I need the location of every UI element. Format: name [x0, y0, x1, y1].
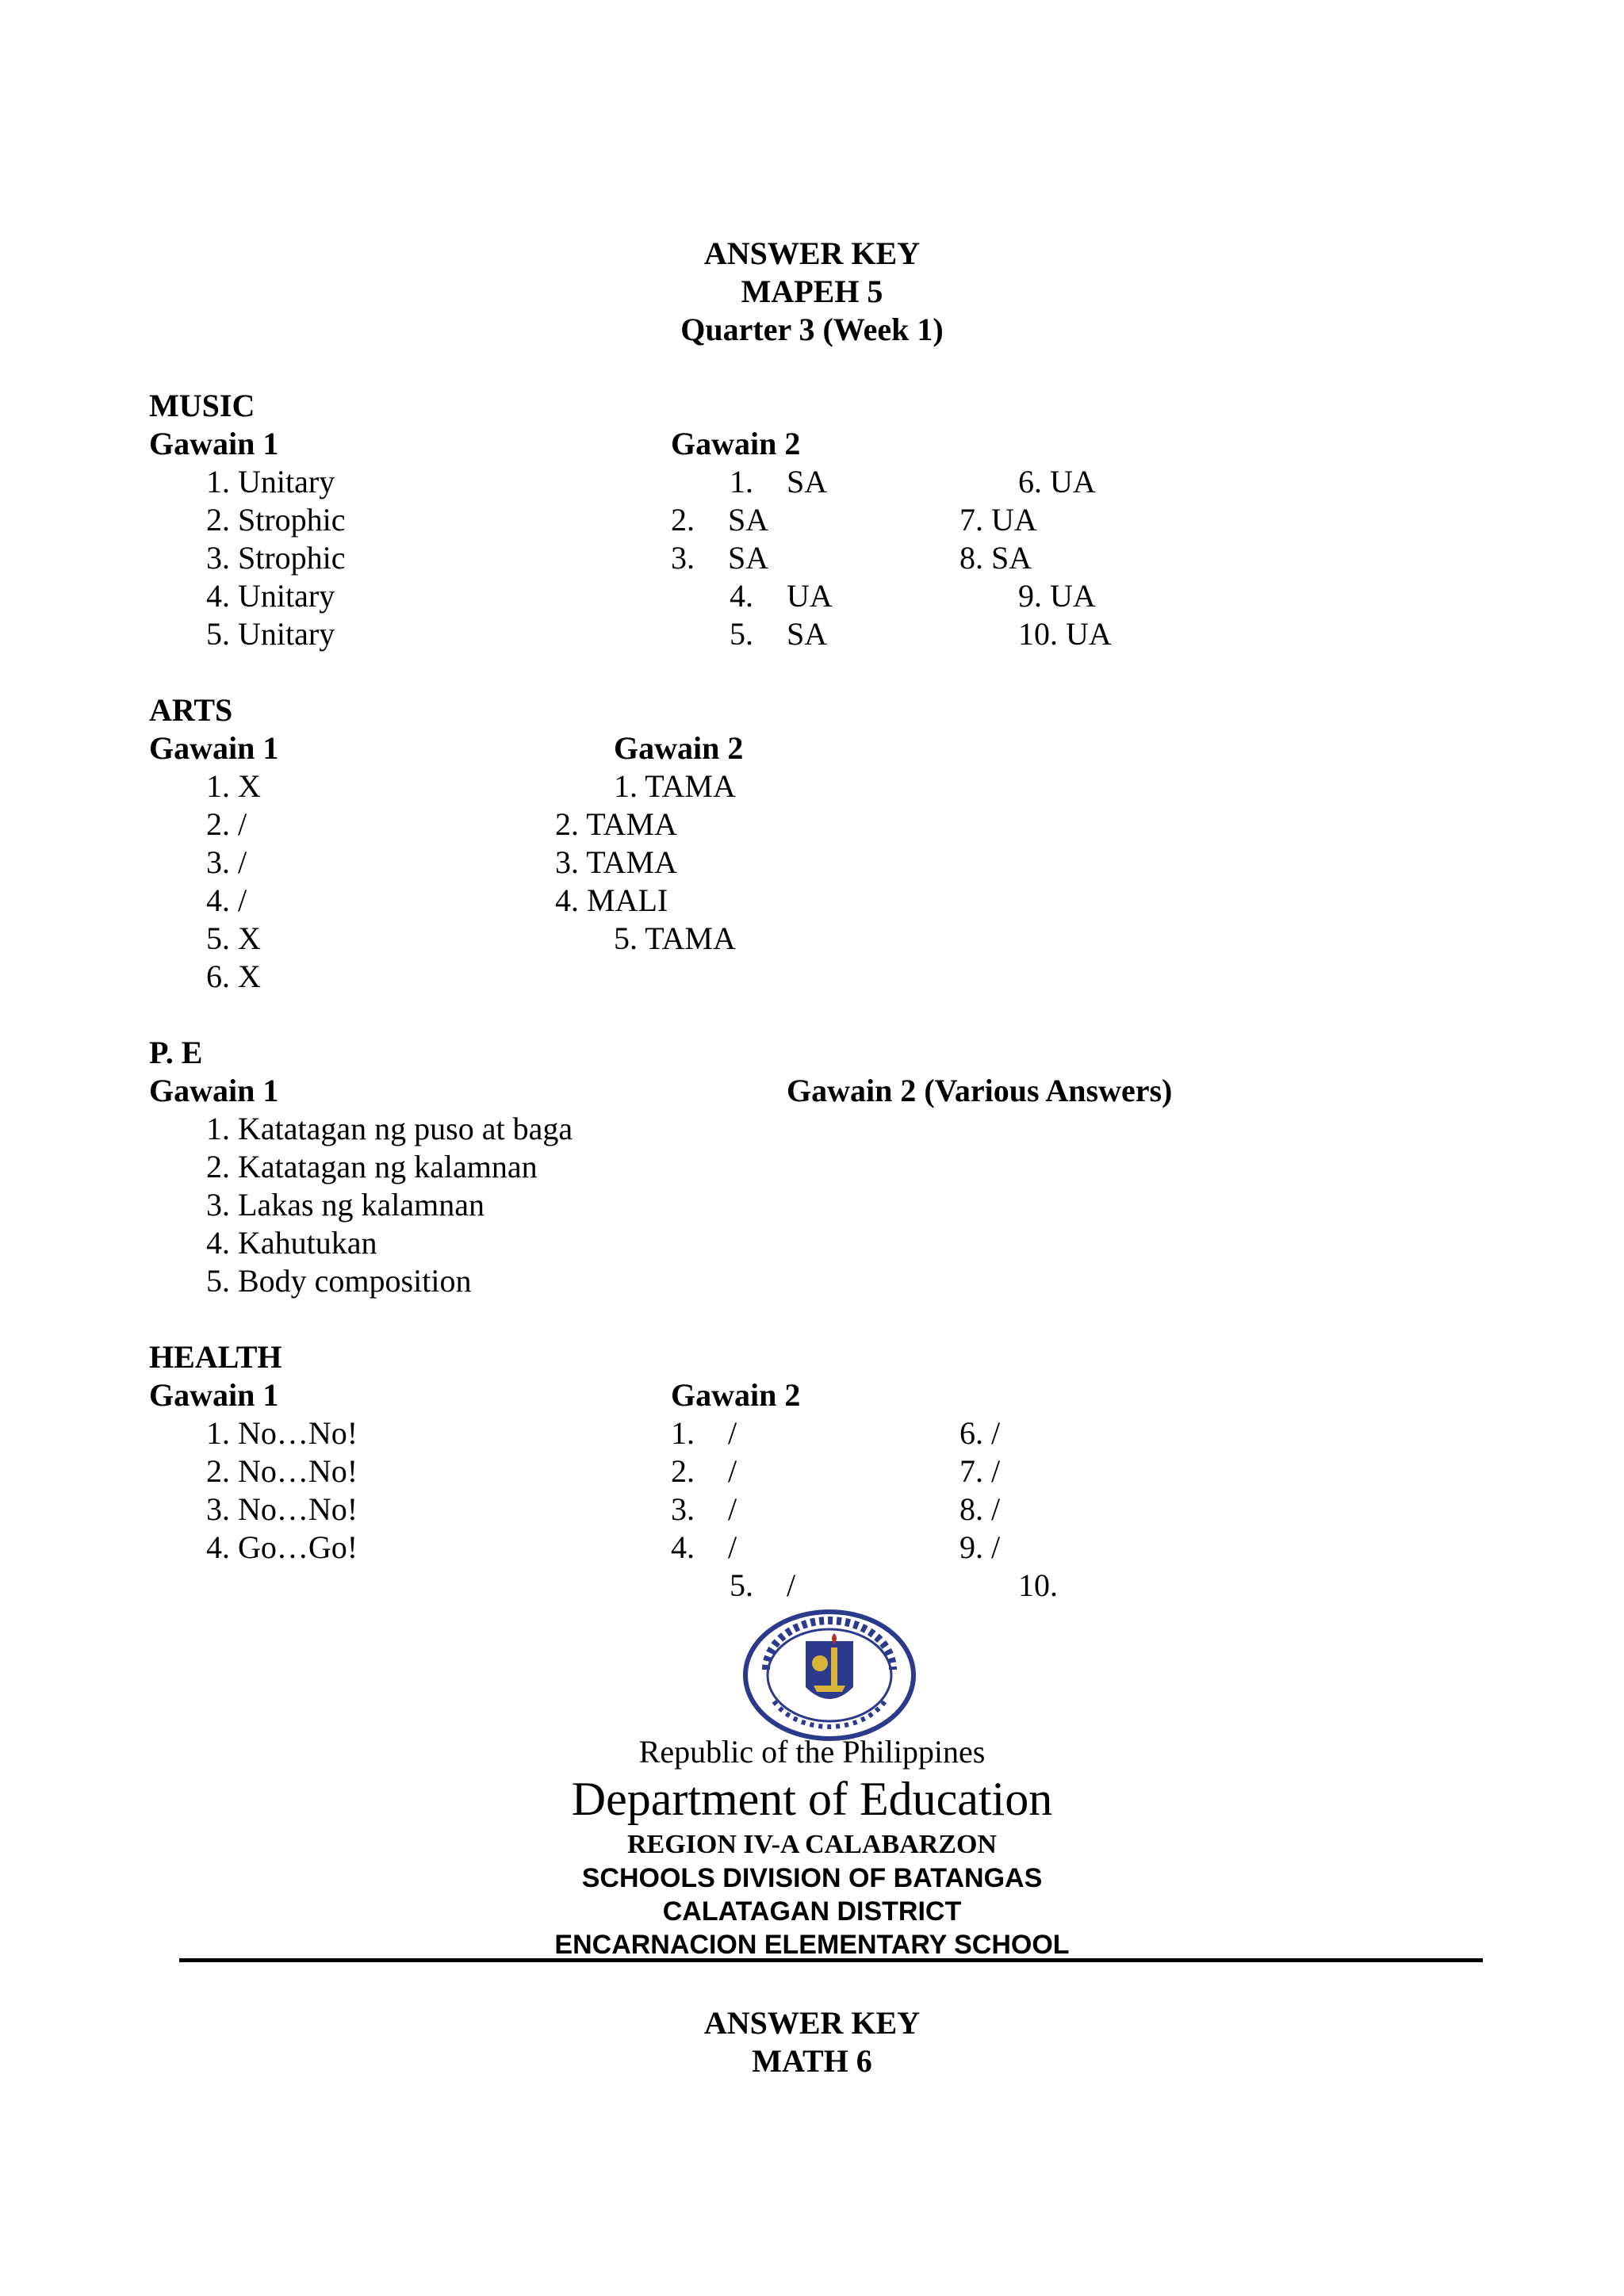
health-g1-item: 4. Go…Go!: [206, 1529, 358, 1565]
division-label: SCHOOLS DIVISION OF BATANGAS: [581, 1863, 1043, 1893]
arts-g2-item: 4. MALI: [555, 882, 668, 918]
health-g2-right: 7. /: [959, 1453, 1001, 1489]
music-g2-answer: SA: [787, 464, 828, 499]
arts-title: ARTS: [149, 692, 233, 728]
pe-title: P. E: [149, 1035, 203, 1070]
pe-gawain2-title: Gawain 2 (Various Answers): [787, 1073, 1173, 1108]
health-g1-item: 1. No…No!: [206, 1415, 358, 1451]
health-g2-number: 1.: [671, 1415, 695, 1451]
health-gawain1-title: Gawain 1: [149, 1377, 279, 1413]
music-gawain1-title: Gawain 1: [149, 426, 279, 461]
next-subject: MATH 6: [752, 2043, 872, 2079]
music-g2-right: 9. UA: [1018, 578, 1096, 614]
arts-g2-item: 5. TAMA: [614, 920, 736, 956]
health-g2-answer: /: [728, 1453, 737, 1489]
pe-gawain1-title: Gawain 1: [149, 1073, 279, 1108]
arts-g1-item: 3. /: [206, 844, 247, 880]
health-g2-number: 3.: [671, 1491, 695, 1527]
music-g1-item: 4. Unitary: [206, 578, 335, 614]
music-gawain2-title: Gawain 2: [671, 426, 801, 461]
health-g2-answer: /: [728, 1491, 737, 1527]
letterhead-divider: [179, 1958, 1483, 1962]
health-gawain2-title: Gawain 2: [671, 1377, 801, 1413]
music-g2-number: 3.: [671, 540, 695, 576]
republic-label: Republic of the Philippines: [638, 1734, 986, 1770]
health-g1-item: 3. No…No!: [206, 1491, 358, 1527]
arts-g1-item: 1. X: [206, 768, 261, 804]
music-g1-item: 1. Unitary: [206, 464, 335, 499]
region-label: REGION IV-A CALABARZON: [627, 1830, 997, 1859]
department-name: Department of Education: [571, 1773, 1053, 1825]
district-label: CALATAGAN DISTRICT: [662, 1896, 962, 1927]
pe-g1-item: 1. Katatagan ng puso at baga: [206, 1111, 573, 1146]
health-g2-right: 9. /: [959, 1529, 1001, 1565]
music-title: MUSIC: [149, 388, 255, 423]
music-g2-right: 7. UA: [959, 502, 1037, 538]
music-g2-answer: SA: [728, 540, 769, 576]
music-g1-item: 2. Strophic: [206, 502, 346, 538]
health-title: HEALTH: [149, 1339, 282, 1375]
next-answer-key-title: ANSWER KEY: [703, 2005, 921, 2041]
health-g2-number: 2.: [671, 1453, 695, 1489]
music-g2-right: 6. UA: [1018, 464, 1096, 499]
arts-g1-item: 2. /: [206, 806, 247, 842]
health-g2-right: 10.: [1018, 1567, 1058, 1603]
pe-g1-item: 5. Body composition: [206, 1263, 472, 1299]
arts-g2-item: 1. TAMA: [614, 768, 736, 804]
music-g2-answer: SA: [787, 616, 828, 652]
arts-g2-item: 3. TAMA: [555, 844, 677, 880]
pe-g1-item: 3. Lakas ng kalamnan: [206, 1187, 485, 1223]
health-g2-answer: /: [728, 1415, 737, 1451]
music-g2-right: 8. SA: [959, 540, 1032, 576]
arts-g2-item: 2. TAMA: [555, 806, 677, 842]
music-g2-right: 10. UA: [1018, 616, 1112, 652]
music-g2-answer: UA: [787, 578, 833, 614]
health-g1-item: 2. No…No!: [206, 1453, 358, 1489]
music-g2-number: 5.: [730, 616, 753, 652]
arts-g1-item: 6. X: [206, 959, 261, 994]
health-g2-answer: /: [787, 1567, 796, 1603]
header-quarter: Quarter 3 (Week 1): [680, 312, 944, 347]
health-g2-number: 5.: [730, 1567, 753, 1603]
music-g2-answer: SA: [728, 502, 769, 538]
arts-g1-item: 4. /: [206, 882, 247, 918]
music-g1-item: 3. Strophic: [206, 540, 346, 576]
school-label: ENCARNACION ELEMENTARY SCHOOL: [554, 1930, 1070, 1960]
pe-g1-item: 4. Kahutukan: [206, 1225, 377, 1261]
arts-gawain1-title: Gawain 1: [149, 730, 279, 766]
pe-g1-item: 2. Katatagan ng kalamnan: [206, 1149, 538, 1184]
health-g2-number: 4.: [671, 1529, 695, 1565]
header-title: ANSWER KEY: [703, 235, 921, 271]
music-g1-item: 5. Unitary: [206, 616, 335, 652]
arts-gawain2-title: Gawain 2: [614, 730, 744, 766]
health-g2-answer: /: [728, 1529, 737, 1565]
music-g2-number: 2.: [671, 502, 695, 538]
music-g2-number: 1.: [730, 464, 753, 499]
header-subject: MAPEH 5: [741, 274, 883, 309]
music-g2-number: 4.: [730, 578, 753, 614]
health-g2-right: 8. /: [959, 1491, 1001, 1527]
arts-g1-item: 5. X: [206, 920, 261, 956]
deped-seal-icon: [742, 1608, 917, 1743]
health-g2-right: 6. /: [959, 1415, 1001, 1451]
